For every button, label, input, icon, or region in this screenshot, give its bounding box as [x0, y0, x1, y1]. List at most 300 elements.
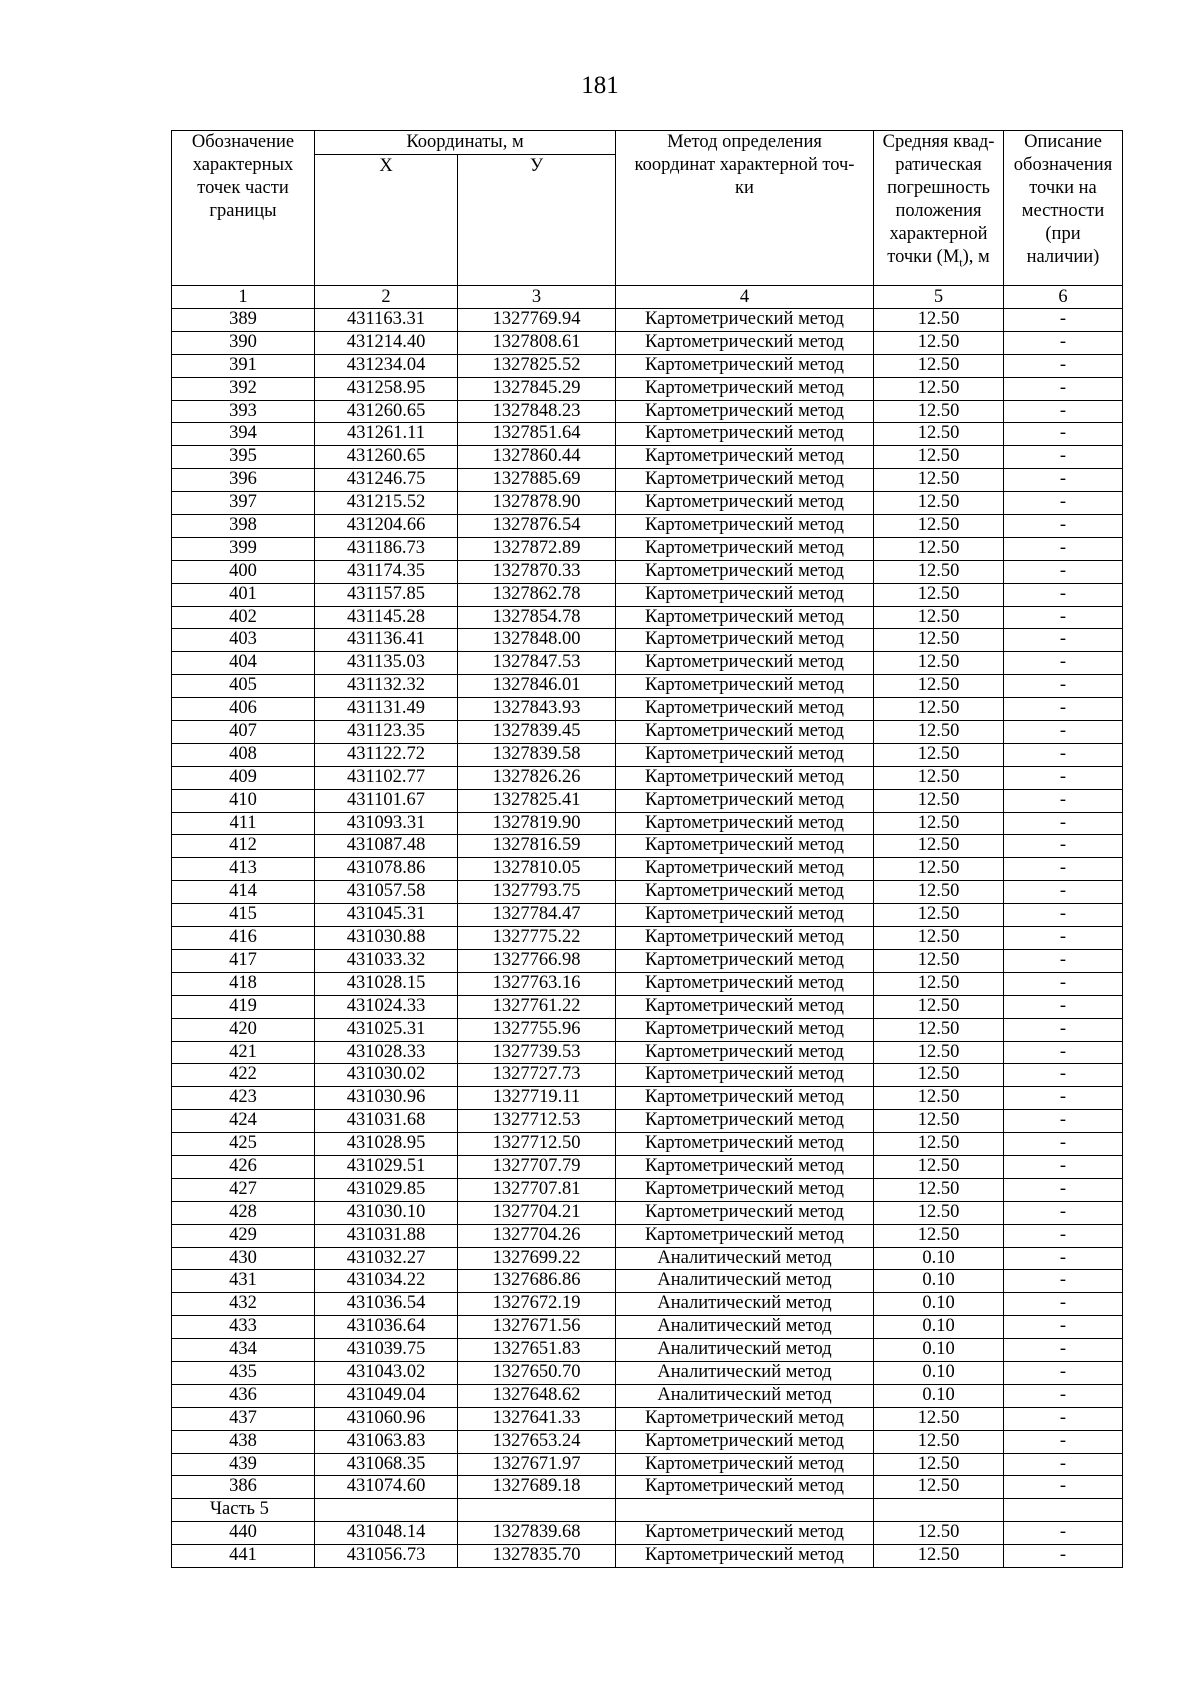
table-row [172, 1316, 1123, 1339]
x-coordinate-cell: 431056.73 [315, 1545, 458, 1568]
x-coordinate-cell: 431024.33 [315, 995, 458, 1018]
description-cell: - [1004, 698, 1123, 721]
section-row [172, 1499, 1123, 1522]
description-cell: - [1004, 1407, 1123, 1430]
x-coordinate-cell: 431122.72 [315, 743, 458, 766]
header-method: Метод определения координат характерной точ- ки [616, 131, 874, 286]
description-cell: - [1004, 1110, 1123, 1133]
error-cell: 12.50 [874, 972, 1004, 995]
method-cell: Картометрический метод [616, 1407, 874, 1430]
description-cell: - [1004, 400, 1123, 423]
point-id-cell: 410 [172, 789, 315, 812]
method-cell: Аналитический метод [616, 1384, 874, 1407]
y-coordinate-cell: 1327862.78 [458, 583, 616, 606]
y-coordinate-cell: 1327707.79 [458, 1155, 616, 1178]
point-id-cell: 398 [172, 515, 315, 538]
description-cell: - [1004, 927, 1123, 950]
empty-cell [616, 1499, 874, 1522]
y-coordinate-cell: 1327766.98 [458, 949, 616, 972]
x-coordinate-cell: 431163.31 [315, 309, 458, 332]
point-id-cell: 428 [172, 1201, 315, 1224]
description-cell: - [1004, 789, 1123, 812]
x-coordinate-cell: 431036.64 [315, 1316, 458, 1339]
column-number: 5 [874, 286, 1004, 309]
x-coordinate-cell: 431030.02 [315, 1064, 458, 1087]
y-coordinate-cell: 1327870.33 [458, 560, 616, 583]
x-coordinate-cell: 431031.68 [315, 1110, 458, 1133]
table-row [172, 560, 1123, 583]
description-cell: - [1004, 1545, 1123, 1568]
point-id-cell: 436 [172, 1384, 315, 1407]
description-cell: - [1004, 835, 1123, 858]
y-coordinate-cell: 1327854.78 [458, 606, 616, 629]
y-coordinate-cell: 1327671.97 [458, 1453, 616, 1476]
x-coordinate-cell: 431174.35 [315, 560, 458, 583]
method-cell: Картометрический метод [616, 927, 874, 950]
method-cell: Картометрический метод [616, 560, 874, 583]
table-row [172, 377, 1123, 400]
y-coordinate-cell: 1327653.24 [458, 1430, 616, 1453]
x-coordinate-cell: 431234.04 [315, 354, 458, 377]
y-coordinate-cell: 1327851.64 [458, 423, 616, 446]
point-id-cell: 403 [172, 629, 315, 652]
error-cell: 12.50 [874, 309, 1004, 332]
column-number: 3 [458, 286, 616, 309]
description-cell: - [1004, 743, 1123, 766]
description-cell: - [1004, 354, 1123, 377]
x-coordinate-cell: 431215.52 [315, 492, 458, 515]
table-row [172, 904, 1123, 927]
table-row [172, 1133, 1123, 1156]
method-cell: Картометрический метод [616, 949, 874, 972]
method-cell: Картометрический метод [616, 1178, 874, 1201]
point-id-cell: 421 [172, 1041, 315, 1064]
empty-cell [315, 1499, 458, 1522]
error-cell: 12.50 [874, 881, 1004, 904]
description-cell: - [1004, 1384, 1123, 1407]
method-cell: Аналитический метод [616, 1316, 874, 1339]
point-id-cell: 418 [172, 972, 315, 995]
table-row [172, 1041, 1123, 1064]
y-coordinate-cell: 1327769.94 [458, 309, 616, 332]
x-coordinate-cell: 431157.85 [315, 583, 458, 606]
point-id-cell: 441 [172, 1545, 315, 1568]
description-cell: - [1004, 492, 1123, 515]
method-cell: Картометрический метод [616, 835, 874, 858]
y-coordinate-cell: 1327885.69 [458, 469, 616, 492]
y-coordinate-cell: 1327847.53 [458, 652, 616, 675]
table-row [172, 949, 1123, 972]
description-cell: - [1004, 1453, 1123, 1476]
table-row [172, 812, 1123, 835]
point-id-cell: 402 [172, 606, 315, 629]
method-cell: Картометрический метод [616, 1041, 874, 1064]
error-cell: 12.50 [874, 400, 1004, 423]
y-coordinate-cell: 1327719.11 [458, 1087, 616, 1110]
method-cell: Аналитический метод [616, 1270, 874, 1293]
method-cell: Картометрический метод [616, 721, 874, 744]
description-cell: - [1004, 537, 1123, 560]
section-label: Часть 5 [172, 1499, 315, 1522]
y-coordinate-cell: 1327648.62 [458, 1384, 616, 1407]
y-coordinate-cell: 1327699.22 [458, 1247, 616, 1270]
x-coordinate-cell: 431260.65 [315, 446, 458, 469]
method-cell: Картометрический метод [616, 331, 874, 354]
x-coordinate-cell: 431048.14 [315, 1522, 458, 1545]
method-cell: Аналитический метод [616, 1339, 874, 1362]
x-coordinate-cell: 431057.58 [315, 881, 458, 904]
error-cell: 0.10 [874, 1316, 1004, 1339]
table-row [172, 1293, 1123, 1316]
coordinates-table [171, 130, 1123, 1568]
y-coordinate-cell: 1327641.33 [458, 1407, 616, 1430]
description-cell: - [1004, 606, 1123, 629]
table-row [172, 1247, 1123, 1270]
table-row [172, 743, 1123, 766]
y-coordinate-cell: 1327689.18 [458, 1476, 616, 1499]
method-cell: Картометрический метод [616, 1110, 874, 1133]
error-cell: 12.50 [874, 1430, 1004, 1453]
table-row [172, 606, 1123, 629]
y-coordinate-cell: 1327876.54 [458, 515, 616, 538]
method-cell: Картометрический метод [616, 423, 874, 446]
table-row [172, 309, 1123, 332]
y-coordinate-cell: 1327835.70 [458, 1545, 616, 1568]
point-id-cell: 437 [172, 1407, 315, 1430]
description-cell: - [1004, 331, 1123, 354]
method-cell: Картометрический метод [616, 698, 874, 721]
x-coordinate-cell: 431032.27 [315, 1247, 458, 1270]
x-coordinate-cell: 431034.22 [315, 1270, 458, 1293]
method-cell: Картометрический метод [616, 1522, 874, 1545]
point-id-cell: 433 [172, 1316, 315, 1339]
empty-cell [874, 1499, 1004, 1522]
error-cell: 12.50 [874, 721, 1004, 744]
error-cell: 12.50 [874, 1224, 1004, 1247]
x-coordinate-cell: 431063.83 [315, 1430, 458, 1453]
error-cell: 12.50 [874, 743, 1004, 766]
column-number: 6 [1004, 286, 1123, 309]
description-cell: - [1004, 1133, 1123, 1156]
error-cell: 12.50 [874, 1522, 1004, 1545]
point-id-cell: 389 [172, 309, 315, 332]
x-coordinate-cell: 431039.75 [315, 1339, 458, 1362]
error-cell: 12.50 [874, 469, 1004, 492]
x-coordinate-cell: 431136.41 [315, 629, 458, 652]
method-cell: Картометрический метод [616, 309, 874, 332]
table-row [172, 331, 1123, 354]
error-cell: 0.10 [874, 1339, 1004, 1362]
error-cell: 12.50 [874, 537, 1004, 560]
x-coordinate-cell: 431030.88 [315, 927, 458, 950]
column-number-row [172, 286, 1123, 309]
error-cell: 12.50 [874, 1178, 1004, 1201]
point-id-cell: 430 [172, 1247, 315, 1270]
description-cell: - [1004, 423, 1123, 446]
point-id-cell: 438 [172, 1430, 315, 1453]
table-row [172, 766, 1123, 789]
table-row [172, 492, 1123, 515]
table-row [172, 469, 1123, 492]
error-cell: 12.50 [874, 1201, 1004, 1224]
error-cell: 12.50 [874, 1476, 1004, 1499]
y-coordinate-cell: 1327839.45 [458, 721, 616, 744]
table-row [172, 1064, 1123, 1087]
point-id-cell: 413 [172, 858, 315, 881]
description-cell: - [1004, 1224, 1123, 1247]
description-cell: - [1004, 469, 1123, 492]
table-row [172, 583, 1123, 606]
table-body [172, 309, 1123, 1568]
y-coordinate-cell: 1327816.59 [458, 835, 616, 858]
method-cell: Картометрический метод [616, 789, 874, 812]
method-cell: Картометрический метод [616, 858, 874, 881]
empty-cell [1004, 1499, 1123, 1522]
error-cell: 12.50 [874, 1133, 1004, 1156]
point-id-cell: 392 [172, 377, 315, 400]
header-coordinates: Координаты, м [315, 131, 616, 155]
point-id-cell: 434 [172, 1339, 315, 1362]
error-cell: 12.50 [874, 812, 1004, 835]
table-row [172, 1087, 1123, 1110]
header-description: Описание обозначения точки на местности (при наличии) [1004, 131, 1123, 286]
header-point-designation: Обозначение характерных точек части границы [172, 131, 315, 286]
point-id-cell: 417 [172, 949, 315, 972]
description-cell: - [1004, 721, 1123, 744]
x-coordinate-cell: 431036.54 [315, 1293, 458, 1316]
x-coordinate-cell: 431214.40 [315, 331, 458, 354]
description-cell: - [1004, 1041, 1123, 1064]
table-row [172, 1476, 1123, 1499]
point-id-cell: 419 [172, 995, 315, 1018]
method-cell: Картометрический метод [616, 629, 874, 652]
error-cell: 12.50 [874, 606, 1004, 629]
error-cell: 0.10 [874, 1270, 1004, 1293]
point-id-cell: 431 [172, 1270, 315, 1293]
point-id-cell: 404 [172, 652, 315, 675]
description-cell: - [1004, 1270, 1123, 1293]
x-coordinate-cell: 431123.35 [315, 721, 458, 744]
column-number: 2 [315, 286, 458, 309]
y-coordinate-cell: 1327848.23 [458, 400, 616, 423]
x-coordinate-cell: 431093.31 [315, 812, 458, 835]
y-coordinate-cell: 1327712.53 [458, 1110, 616, 1133]
y-coordinate-cell: 1327878.90 [458, 492, 616, 515]
point-id-cell: 414 [172, 881, 315, 904]
x-coordinate-cell: 431132.32 [315, 675, 458, 698]
table-row [172, 1155, 1123, 1178]
x-coordinate-cell: 431028.95 [315, 1133, 458, 1156]
x-coordinate-cell: 431131.49 [315, 698, 458, 721]
point-id-cell: 393 [172, 400, 315, 423]
page-number: 181 [581, 72, 619, 99]
error-cell: 12.50 [874, 675, 1004, 698]
error-cell: 12.50 [874, 1407, 1004, 1430]
y-coordinate-cell: 1327651.83 [458, 1339, 616, 1362]
method-cell: Картометрический метод [616, 1064, 874, 1087]
table-row [172, 858, 1123, 881]
error-cell: 12.50 [874, 789, 1004, 812]
y-coordinate-cell: 1327739.53 [458, 1041, 616, 1064]
method-cell: Картометрический метод [616, 1224, 874, 1247]
method-cell: Картометрический метод [616, 1430, 874, 1453]
method-cell: Картометрический метод [616, 400, 874, 423]
point-id-cell: 390 [172, 331, 315, 354]
error-cell: 12.50 [874, 858, 1004, 881]
table-row [172, 1430, 1123, 1453]
method-cell: Картометрический метод [616, 1476, 874, 1499]
method-cell: Картометрический метод [616, 1133, 874, 1156]
method-cell: Аналитический метод [616, 1361, 874, 1384]
x-coordinate-cell: 431204.66 [315, 515, 458, 538]
y-coordinate-cell: 1327775.22 [458, 927, 616, 950]
error-cell: 12.50 [874, 652, 1004, 675]
table-row [172, 515, 1123, 538]
column-number: 1 [172, 286, 315, 309]
y-coordinate-cell: 1327727.73 [458, 1064, 616, 1087]
table-row [172, 927, 1123, 950]
description-cell: - [1004, 652, 1123, 675]
point-id-cell: 432 [172, 1293, 315, 1316]
description-cell: - [1004, 377, 1123, 400]
y-coordinate-cell: 1327825.52 [458, 354, 616, 377]
y-coordinate-cell: 1327793.75 [458, 881, 616, 904]
x-coordinate-cell: 431049.04 [315, 1384, 458, 1407]
description-cell: - [1004, 812, 1123, 835]
method-cell: Картометрический метод [616, 446, 874, 469]
table-row [172, 1453, 1123, 1476]
description-cell: - [1004, 995, 1123, 1018]
description-cell: - [1004, 1155, 1123, 1178]
method-cell: Картометрический метод [616, 972, 874, 995]
point-id-cell: 406 [172, 698, 315, 721]
error-cell: 12.50 [874, 949, 1004, 972]
x-coordinate-cell: 431030.10 [315, 1201, 458, 1224]
method-cell: Картометрический метод [616, 1201, 874, 1224]
description-cell: - [1004, 881, 1123, 904]
point-id-cell: 408 [172, 743, 315, 766]
table-row [172, 698, 1123, 721]
description-cell: - [1004, 949, 1123, 972]
point-id-cell: 412 [172, 835, 315, 858]
method-cell: Картометрический метод [616, 743, 874, 766]
point-id-cell: 435 [172, 1361, 315, 1384]
x-coordinate-cell: 431060.96 [315, 1407, 458, 1430]
table-row [172, 1361, 1123, 1384]
table-row [172, 721, 1123, 744]
method-cell: Картометрический метод [616, 1453, 874, 1476]
error-cell: 12.50 [874, 995, 1004, 1018]
method-cell: Картометрический метод [616, 812, 874, 835]
x-coordinate-cell: 431078.86 [315, 858, 458, 881]
y-coordinate-cell: 1327846.01 [458, 675, 616, 698]
header-error: Средняя квад- ратическая погрешность положения характерной точки $(M_t)$, м [874, 131, 1004, 286]
table-row [172, 1270, 1123, 1293]
y-coordinate-cell: 1327825.41 [458, 789, 616, 812]
point-id-cell: 391 [172, 354, 315, 377]
error-cell: 12.50 [874, 698, 1004, 721]
error-cell: 12.50 [874, 446, 1004, 469]
table-header [172, 131, 1123, 309]
table-row [172, 789, 1123, 812]
point-id-cell: 423 [172, 1087, 315, 1110]
x-coordinate-cell: 431043.02 [315, 1361, 458, 1384]
point-id-cell: 420 [172, 1018, 315, 1041]
point-id-cell: 401 [172, 583, 315, 606]
x-coordinate-cell: 431258.95 [315, 377, 458, 400]
y-coordinate-cell: 1327860.44 [458, 446, 616, 469]
point-id-cell: 407 [172, 721, 315, 744]
error-cell: 12.50 [874, 560, 1004, 583]
description-cell: - [1004, 766, 1123, 789]
point-id-cell: 386 [172, 1476, 315, 1499]
description-cell: - [1004, 1476, 1123, 1499]
x-coordinate-cell: 431087.48 [315, 835, 458, 858]
error-cell: 0.10 [874, 1247, 1004, 1270]
description-cell: - [1004, 583, 1123, 606]
method-cell: Картометрический метод [616, 904, 874, 927]
description-cell: - [1004, 629, 1123, 652]
error-cell: 12.50 [874, 583, 1004, 606]
x-coordinate-cell: 431246.75 [315, 469, 458, 492]
error-cell: 12.50 [874, 354, 1004, 377]
table-row [172, 1201, 1123, 1224]
y-coordinate-cell: 1327872.89 [458, 537, 616, 560]
table-row [172, 1110, 1123, 1133]
point-id-cell: 429 [172, 1224, 315, 1247]
point-id-cell: 397 [172, 492, 315, 515]
error-cell: 12.50 [874, 1545, 1004, 1568]
error-cell: 12.50 [874, 835, 1004, 858]
table-row [172, 1522, 1123, 1545]
method-cell: Картометрический метод [616, 995, 874, 1018]
method-cell: Картометрический метод [616, 354, 874, 377]
table-row [172, 972, 1123, 995]
column-number: 4 [616, 286, 874, 309]
method-cell: Картометрический метод [616, 583, 874, 606]
y-coordinate-cell: 1327819.90 [458, 812, 616, 835]
table-row [172, 835, 1123, 858]
x-coordinate-cell: 431031.88 [315, 1224, 458, 1247]
point-id-cell: 395 [172, 446, 315, 469]
table-row [172, 675, 1123, 698]
x-coordinate-cell: 431033.32 [315, 949, 458, 972]
y-coordinate-cell: 1327808.61 [458, 331, 616, 354]
table-row [172, 537, 1123, 560]
y-coordinate-cell: 1327672.19 [458, 1293, 616, 1316]
table-row [172, 881, 1123, 904]
description-cell: - [1004, 904, 1123, 927]
error-cell: 12.50 [874, 515, 1004, 538]
y-coordinate-cell: 1327704.26 [458, 1224, 616, 1247]
table-row [172, 1018, 1123, 1041]
description-cell: - [1004, 1293, 1123, 1316]
header-x: Х [315, 155, 458, 286]
point-id-cell: 426 [172, 1155, 315, 1178]
error-cell: 12.50 [874, 927, 1004, 950]
x-coordinate-cell: 431029.51 [315, 1155, 458, 1178]
table-row [172, 995, 1123, 1018]
y-coordinate-cell: 1327843.93 [458, 698, 616, 721]
point-id-cell: 394 [172, 423, 315, 446]
point-id-cell: 427 [172, 1178, 315, 1201]
description-cell: - [1004, 309, 1123, 332]
x-coordinate-cell: 431145.28 [315, 606, 458, 629]
description-cell: - [1004, 1178, 1123, 1201]
description-cell: - [1004, 972, 1123, 995]
y-coordinate-cell: 1327784.47 [458, 904, 616, 927]
error-cell: 12.50 [874, 904, 1004, 927]
